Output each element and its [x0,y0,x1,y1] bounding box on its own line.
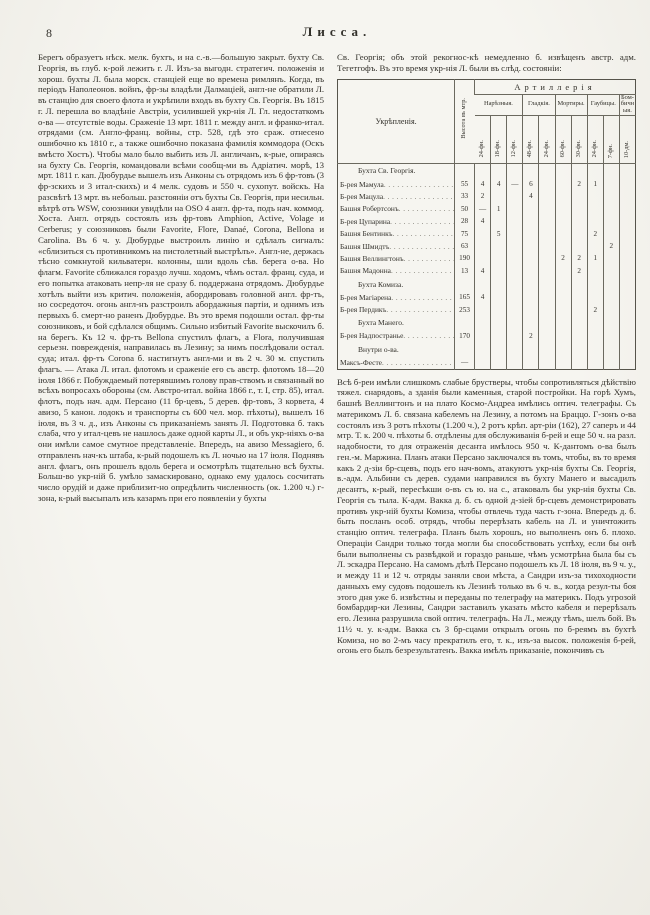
value-cell [555,178,571,190]
value-cell [539,342,555,356]
value-cell [555,277,571,291]
table-row [338,291,636,303]
running-title: Лисса. [302,24,372,39]
dot-leader [390,217,454,226]
value-cell: 2 [587,227,603,239]
value-cell [587,163,603,178]
value-cell: 2 [603,240,619,252]
value-cell [507,342,523,356]
fort-name-cell: Б-рея Мамула . . . [338,178,455,190]
height-cell [455,277,475,291]
value-cell: 2 [571,265,587,277]
fort-name-cell: Б-рея Пердикъ . . . [338,303,455,315]
value-cell [571,190,587,202]
value-cell [603,342,619,356]
caliber-column-header [571,115,587,163]
value-cell [539,265,555,277]
gun-group-header: Нарѣзныя. [475,94,523,115]
value-cell [555,303,571,315]
value-cell [603,277,619,291]
value-cell [523,252,539,264]
height-header-rotated-label: Высота въ мтр. [460,98,468,140]
value-cell [603,291,619,303]
value-cell [555,316,571,330]
value-cell [619,252,635,264]
value-cell [539,303,555,315]
value-cell [619,356,635,369]
value-cell [523,227,539,239]
value-cell [619,190,635,202]
table-row [338,330,636,342]
value-cell [555,240,571,252]
value-cell [587,265,603,277]
value-cell [507,303,523,315]
value-cell [555,356,571,369]
value-cell [523,277,539,291]
value-cell [507,291,523,303]
value-cell [619,227,635,239]
value-cell [619,291,635,303]
value-cell [619,277,635,291]
value-cell [619,265,635,277]
value-cell [555,265,571,277]
value-cell [587,316,603,330]
value-cell [555,163,571,178]
value-cell [603,316,619,330]
value-cell [475,252,491,264]
value-cell [475,227,491,239]
dot-leader [389,242,454,251]
value-cell [587,330,603,342]
value-cell [491,277,507,291]
value-cell [555,215,571,227]
caliber-rotated-label: 30-фн. [574,140,582,158]
value-cell [523,303,539,315]
value-cell [571,342,587,356]
caliber-column-header [491,115,507,163]
gun-group-header: Гладкія. [523,94,555,115]
height-cell: 28 [455,215,475,227]
height-cell: 50 [455,203,475,215]
group-label: Бухта Св. Георгія. [358,166,416,176]
dot-leader [382,358,454,367]
fort-name-cell: Башня Бентинкъ . . . [338,227,455,239]
value-cell [619,215,635,227]
value-cell [603,227,619,239]
value-cell [619,316,635,330]
value-cell: 5 [491,227,507,239]
caliber-rotated-label: 24-фн. [477,140,485,158]
value-cell [491,252,507,264]
value-cell [523,291,539,303]
value-cell [491,356,507,369]
page-header [38,24,636,44]
value-cell [539,291,555,303]
value-cell [523,215,539,227]
value-cell [507,265,523,277]
value-cell [475,356,491,369]
value-cell [523,203,539,215]
value-cell [571,203,587,215]
height-cell: 253 [455,303,475,315]
height-cell: 75 [455,227,475,239]
value-cell [539,356,555,369]
value-cell [539,178,555,190]
fortifications-table [337,79,636,370]
dot-leader [393,229,455,238]
value-cell [539,330,555,342]
height-cell: 63 [455,240,475,252]
value-cell [603,356,619,369]
caliber-rotated-label: 12-фн. [510,140,518,158]
value-cell [619,203,635,215]
value-cell [603,252,619,264]
height-column-header [455,79,475,163]
table-row [338,190,636,202]
value-cell [555,291,571,303]
value-cell [587,291,603,303]
value-cell: 4 [475,215,491,227]
height-cell: — [455,356,475,369]
value-cell [507,316,523,330]
table-group-row [338,277,636,291]
height-cell: 190 [455,252,475,264]
value-cell [603,190,619,202]
value-cell [507,227,523,239]
dot-leader [391,293,454,302]
value-cell [555,203,571,215]
caliber-rotated-label: 24-фн. [542,140,550,158]
value-cell: 4 [475,178,491,190]
caliber-column-header [587,115,603,163]
value-cell [555,190,571,202]
fort-name-cell: Б-рея Магіарена . . . [338,291,455,303]
value-cell [555,330,571,342]
group-label: Бухта Комиза. [358,279,404,289]
value-cell [539,163,555,178]
value-cell [619,342,635,356]
height-cell: 170 [455,330,475,342]
group-label: Бухта Манего. [358,318,404,328]
fort-name-cell: Башня Шмидтъ . . . [338,240,455,252]
right-column-text: Всѣ б-реи имѣли слишкомъ слабые брустверы, чтобы сопротивляться дѣйствію тяжел. снарядовъ, а зданія были каменныя, старой постройки. На горѣ Хумъ, башнѣ Веллингтонъ и на плато Космо-Андреа имѣлись оптич. телеграфы. Съ материкомъ Л. б. связана кабелемъ на Лезину, а потомъ на Браццо. Г-зонъ о-ва состоялъ изъ 3 ротъ пѣхоты (1.200 ч.), 2 ротъ крѣп. арт-ріи (162), 27 саперъ и 44 мтр. Т. к. 200 ч. пѣхоты б. отдѣлены для обслуживанія б-рей и еще 50 ч. на разл. надобности, то для отраженія десанта имѣлось 950 ч. К-дантомъ о-ва былъ ген.-м. Маржина. Планъ атаки Персано заключался въ томъ, чтобы, въ то время какъ 2 д-зіи бр-сцевъ, подъ его нач-вомъ, атакуютъ укр-нія бухты Св. Георгія, в.-адм. Альбини съ дерев. судами направился въ бухту Манего и высадилъ десантъ, к-рый, пересѣкши о-въ съ ю. на с., атаковалъ бы укр-нія бухты Св. Георгія съ тыла. К-адм. Вакка д. б. съ одной д-зіей бр-сцевъ демонстрировать противъ укр-ній бухты Комиза, чтобы отвлечь туда часть г-зона. Впередъ д. б. быть посланъ особ. отрядъ, чтобы перерѣзать кабель на Л. и уничтожить станцію оптич. телеграфа. Планъ былъ хорошъ, но выполненъ онъ б. плохо. Операціи Сандри только тогда могли бы способствовать успѣху, если бы онѣ были выполнены съ развѣдкой и гораздо раньше, чѣмъ усмотрѣна была бы съ Л. эскадра Персано. На самомъ дѣлѣ Персано подошелъ къ Л. 18 іюля, въ 9 ч. у., и между 11 и 12 ч. отряды заняли свои мѣста, а Сандри изъ-за тихоходности данныхъ ему судовъ подошелъ къ Лезинѣ только въ 6 ч. в., когда резул-ты боя этого дня уже б. извѣстны и переданы по телеграфу на материкъ. Подъ угрозой бомбардир-ки Лезины, Сандри заставилъ указать мѣсто кабеля и перерѣзалъ его. Лезина разрушила свой оптич. телеграфъ. На Л., между тѣмъ, шелъ бой. Въ 11½ ч. у. к-адм. Вакка съ 3 бр-сцами открылъ огонь по б-реямъ въ бухтѣ Комиза, но во 2-мъ часу прекратилъ его, т. к., изъ-за высок. положенія б-рей, огонь его былъ безрезультатенъ. Вакка имѣлъ приказаніе, покончивъ съ [337,376,636,656]
value-cell [539,215,555,227]
caliber-rotated-label: 24-фн. [590,140,598,158]
dot-leader [399,204,454,213]
fort-name-cell: Башня Веллингтонъ . . . [338,252,455,264]
artillery-header: Артиллерія [475,79,636,94]
value-cell [539,316,555,330]
value-cell [523,163,539,178]
value-cell [507,190,523,202]
value-cell [571,356,587,369]
value-cell [555,342,571,356]
value-cell [603,330,619,342]
value-cell [587,240,603,252]
value-cell [587,356,603,369]
value-cell: — [475,203,491,215]
value-cell [475,330,491,342]
value-cell [507,203,523,215]
value-cell [491,215,507,227]
value-cell [491,265,507,277]
value-cell: 2 [587,303,603,315]
value-cell [475,303,491,315]
value-cell: 6 [523,178,539,190]
table-row [338,215,636,227]
value-cell [507,277,523,291]
value-cell: 2 [523,330,539,342]
table-row [338,178,636,190]
value-cell: 4 [475,291,491,303]
dot-leader [391,266,454,275]
table-row [338,203,636,215]
caliber-rotated-label: 48-фн. [526,140,534,158]
value-cell [523,342,539,356]
value-cell [571,330,587,342]
height-cell: 33 [455,190,475,202]
height-cell: 13 [455,265,475,277]
value-cell [603,178,619,190]
fort-name-cell: Б-рея Надпостранье . . . [338,330,455,342]
height-cell [455,316,475,330]
fort-column-header: Укрѣпленія. [338,79,455,163]
value-cell [523,316,539,330]
value-cell [523,356,539,369]
height-cell: 55 [455,178,475,190]
value-cell: 2 [571,178,587,190]
left-column-text: Берегъ образуетъ нѣск. мелк. бухтъ, и на с.-в.—большую закрыт. бухту Св. Георгія, въ глуб. к-рой лежитъ г. Л. Изъ-за выгодн. стратегич. положенія и хорош. бухты Л. была морск. станціей еще во времена римлянъ. Когда, въ періодъ Наполеонов. войнъ, фр-зы владѣли Далмаціей, англ-не обратили Л. въ станцію для своего флота и укрѣпили входъ въ бухту Св. Георгія. Въ 1815 г. Л. перешла во владѣніе Австріи, усилившей укр-нія Л. Гл. недостаткомъ о-ва — отсутствіе воды. Сраженіе 13 мрт. 1811 г. между англ. и франко-итал. отрядами (см. Англо-франц. войны, стр. 528, гдѣ это сраж. отнесено ошибочно къ 1810 г., а также ошибочно показана фамилія коммодора (Оскъ вмѣсто Хостъ). Чтобы мало было выбить изъ Л. англичанъ, к-рые, опираясь на бухту Св. Георгія, командовали всѣми сообщ-ми въ Адріатич. морѣ, 13 мрт. 1811 г. кап. Дюбурдье вышелъ изъ Анконы съ отрядомъ изъ 6 фр-товъ (3 фр-зскихъ и 3 итал-скихъ) и 4 мелк. судовъ и 550 ч. сухопут. войскъ. На разсвѣтѣ 13 мрт. въ небольш. разстояніи отъ бухты Св. Георгія, при несильн. вѣтрѣ отъ WSW, союзники увидѣли на OSO 4 англ. фр-та, подъ нач. коммод. Хоста. Англ. отрядъ состоялъ изъ фр-товъ Amphion, Active, Volage и Cerberus; у союзниковъ были Favorite, Flore, Danaé, Corona, Bellona и Carolina. Въ 6 ч. у. Дюбурдье выстроилъ линію и сдѣлалъ сигналъ: «сблизиться съ противникомъ на пистолетный выстрѣлъ». Англ-не, держась тѣсно сомкнутой кильватерн. колонны, шли вдоль сѣв. берега о-ва. Но флагм. Favorite сближался гораздо лучш. ходомъ, чѣмъ остал. франц. суда, и его попытка атаковать непр-ля не сразу б. поддержана отрядомъ. Дюбурдье хотѣлъ выйти изъ критич. положенія, абордировавъ головной англ. фр-тъ, но сосредоточ. огонь англ-нъ разстроилъ абордажныя партіи, и однимъ изъ первыхъ б. смерт-но раненъ Дюбурдье. Въ это время подошли остал. фр-ты союзниковъ, и бой сдѣлался общимъ. Сильно избитый Favorite выскочилъ б. на берегъ. Къ 12 ч. фр-тъ Bellona спустилъ флагъ, а Flora, получившая серьезн. поврежденія, направилась въ Лезину; за нимъ послѣдовали остал. суда; итал. фр-тъ Corona б. настигнутъ англ-ми и въ 2 ч. 30 м. спустилъ флагъ. — Атака Л. итал. флотомъ и сраженіе его съ австр. флотомъ 18—20 іюля 1866 г. Побуждаемый потерявшимъ голову прав-ствомъ и связанный во всѣхъ вопросахъ обороны (см. Австро-итал. война 1866 г., т. I, стр. 85), итал. флотъ, подъ нач. адм. Персано (11 бр-цевъ, 5 дерев. фр-товъ, 3 корвета, 4 авизо, 5 канон. лодокъ и транспорты съ 600 чел. мор. пѣхоты), вышелъ 16 іюля, въ 3 ч. д., изъ Анконы съ приказаніемъ занять Л. Подготовка б. такъ слаба, что у итал-цевъ не нашлось даже одной карты Л., и объ укр-ніяхъ о-ва они имѣли самое смутное представленіе. Впередъ, на авизо Messagiero, б. отправленъ нач-къ штаба, к-рый подошелъ къ Л. ночью на 17 іюля. Поднявъ англ. флагъ, онъ прошелъ вдоль берега и осмотрѣлъ тщательно всѣ бухты. Больш-во укр-ній б. умѣло замаскировано, однако ему удалось сосчитать число орудій и даже приблизит-но опредѣлить численность (ок. 1.200 ч.) г-зона, к-рый высыпалъ изъ казармъ при его появленіи у бухты [38,52,325,503]
value-cell [523,265,539,277]
value-cell [587,277,603,291]
value-cell [571,163,587,178]
caliber-column-header [539,115,555,163]
value-cell [491,303,507,315]
value-cell: 2 [475,190,491,202]
value-cell: 1 [587,252,603,264]
value-cell [539,277,555,291]
value-cell [475,277,491,291]
caliber-rotated-label: 18-фн. [494,140,502,158]
table-group-row [338,342,636,356]
value-cell: 2 [571,252,587,264]
value-cell [523,240,539,252]
value-cell [539,240,555,252]
value-cell [603,303,619,315]
value-cell [587,342,603,356]
table-group-row [338,316,636,330]
value-cell [571,240,587,252]
value-cell: 2 [555,252,571,264]
fort-table-body [338,163,636,369]
table-row [338,252,636,264]
value-cell [587,203,603,215]
value-cell [491,291,507,303]
dot-leader [403,331,454,340]
value-cell [475,342,491,356]
value-cell [571,227,587,239]
value-cell [571,303,587,315]
value-cell [619,330,635,342]
value-cell [587,215,603,227]
fort-name-cell: Б-рея Мацула . . . [338,190,455,202]
value-cell [475,240,491,252]
height-cell: 165 [455,291,475,303]
fort-name-cell: Башня Робертсонъ . . . [338,203,455,215]
value-cell [571,316,587,330]
caliber-column-header [619,115,635,163]
value-cell [491,342,507,356]
height-cell [455,342,475,356]
dot-leader [383,192,454,201]
value-cell [587,190,603,202]
caliber-column-header [507,115,523,163]
caliber-column-header [555,115,571,163]
dot-leader [404,254,454,263]
right-column-intro: Св. Георгія; объ этой рекогнос-кѣ немедленно б. извѣщенъ австр. адм. Тегетгофъ. Въ это время укр-нія Л. были въ слѣд. состояніи: [337,52,636,73]
value-cell [619,240,635,252]
fort-name-cell: Максъ-Фесте . . . [338,356,455,369]
value-cell: 1 [491,203,507,215]
value-cell [571,215,587,227]
caliber-column-header [475,115,491,163]
value-cell: — [507,178,523,190]
table-row [338,265,636,277]
caliber-rotated-label: 7-фн. [606,143,614,158]
value-cell: 1 [587,178,603,190]
table-group-row [338,163,636,178]
table-row [338,356,636,369]
fort-name-cell: Башня Мадонна . . . [338,265,455,277]
caliber-rotated-label: 60-фн. [558,140,566,158]
value-cell [491,190,507,202]
group-label: Внутри о-ва. [358,344,399,354]
value-cell [539,252,555,264]
value-cell: 4 [523,190,539,202]
value-cell [571,277,587,291]
fort-name-cell: Б-рея Цупарина . . . [338,215,455,227]
caliber-column-header [603,115,619,163]
two-column-layout [38,52,636,656]
right-column [337,52,636,656]
value-cell [491,330,507,342]
dot-leader [386,305,454,314]
value-cell [603,215,619,227]
value-cell [603,163,619,178]
value-cell [475,316,491,330]
value-cell [619,163,635,178]
value-cell [491,316,507,330]
page-number: 8 [46,26,52,40]
table-row [338,240,636,252]
value-cell [619,178,635,190]
value-cell [571,291,587,303]
value-cell [475,163,491,178]
value-cell: 4 [491,178,507,190]
value-cell [507,356,523,369]
value-cell [507,330,523,342]
height-cell [455,163,475,178]
value-cell [603,203,619,215]
value-cell [507,163,523,178]
value-cell [539,203,555,215]
value-cell: 4 [475,265,491,277]
left-column [38,52,324,656]
value-cell [507,252,523,264]
value-cell [507,215,523,227]
value-cell [555,227,571,239]
gun-group-header: Мортиры. [555,94,587,115]
value-cell [603,265,619,277]
value-cell [539,190,555,202]
fort-table-head [338,79,636,163]
value-cell [619,303,635,315]
value-cell [491,163,507,178]
value-cell [507,240,523,252]
caliber-column-header [523,115,539,163]
gun-group-header: Бом- бичныя. [620,94,635,115]
value-cell [491,240,507,252]
gun-group-header: Гаубицы. [587,94,619,115]
table-row [338,227,636,239]
dot-leader [384,180,454,189]
value-cell [539,227,555,239]
table-row [338,303,636,315]
caliber-rotated-label: 10-дм. [622,140,630,158]
